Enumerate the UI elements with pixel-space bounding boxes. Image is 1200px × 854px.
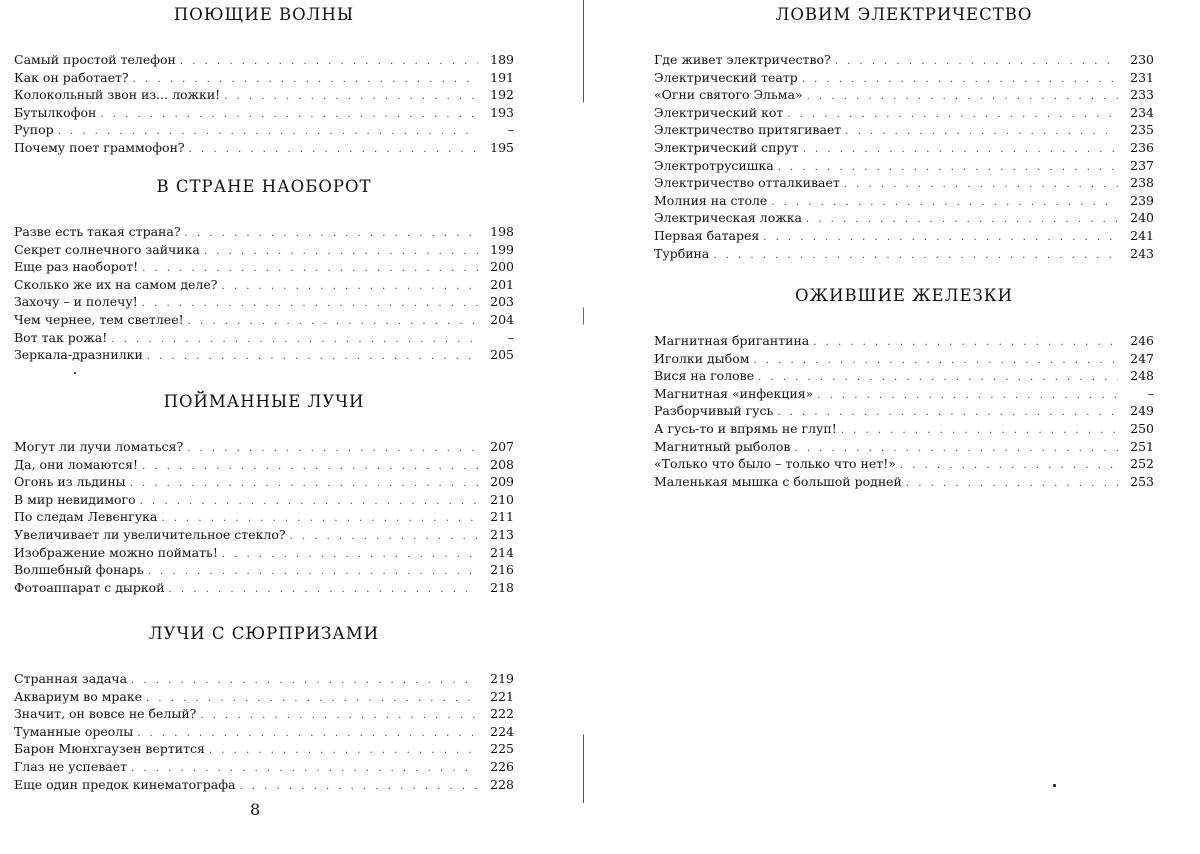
- dot-leader: [111, 331, 478, 349]
- toc-entry: [14, 776, 514, 794]
- entry-title: Увеличивает ли увеличительное стекло?: [14, 526, 286, 542]
- toc-entry: [654, 455, 1154, 473]
- toc-list: [654, 51, 1154, 262]
- dot-leader: [221, 278, 478, 296]
- entry-page-number: 251: [1130, 438, 1154, 454]
- toc-entry: [14, 544, 514, 562]
- dot-leader: [130, 475, 478, 493]
- toc-section: [14, 177, 514, 364]
- entry-title: Рупор: [14, 122, 54, 138]
- toc-entry: [654, 86, 1154, 104]
- dot-leader: [763, 229, 1118, 247]
- dot-leader: [187, 440, 478, 458]
- dot-leader: [290, 528, 478, 546]
- entry-page-number: –: [507, 122, 514, 138]
- toc-section: [14, 624, 514, 793]
- section-title: В СТРАНЕ НАОБОРОТ: [156, 177, 372, 196]
- print-speck: [74, 372, 76, 374]
- toc-entry: [654, 350, 1154, 368]
- entry-page-number: 235: [1130, 122, 1154, 138]
- entry-title: «Только что было – только что нет!»: [654, 456, 896, 472]
- entry-title: Фотоаппарат с дыркой: [14, 579, 165, 595]
- entry-page-number: 200: [490, 259, 514, 275]
- dot-leader: [140, 493, 478, 511]
- entry-page-number: 208: [490, 456, 514, 472]
- entry-page-number: 246: [1130, 333, 1154, 348]
- entry-page-number: 221: [490, 688, 514, 704]
- entry-page-number: 253: [1130, 473, 1154, 489]
- toc-entry: [654, 332, 1154, 350]
- toc-entry: [654, 438, 1154, 456]
- section-title: ЛУЧИ С СЮРПРИЗАМИ: [148, 624, 380, 643]
- toc-entry: [654, 402, 1154, 420]
- toc-entry: [654, 367, 1154, 385]
- entry-page-number: 191: [490, 69, 514, 85]
- entry-page-number: 195: [490, 139, 514, 155]
- dot-leader: [835, 53, 1118, 71]
- dot-leader: [845, 123, 1118, 141]
- dot-leader: [142, 458, 478, 476]
- toc-entry: [14, 346, 514, 364]
- toc-entry: [654, 104, 1154, 122]
- dot-leader: [200, 707, 478, 725]
- section-title: ПОЮЩИЕ ВОЛНЫ: [173, 5, 355, 24]
- entry-title: Турбина: [654, 245, 710, 261]
- entry-title: Глаз не успевает: [14, 758, 128, 774]
- dot-leader: [204, 243, 478, 261]
- entry-page-number: 205: [490, 347, 514, 363]
- entry-page-number: 192: [490, 87, 514, 103]
- toc-entry: [14, 561, 514, 579]
- entry-page-number: 226: [490, 758, 514, 774]
- dot-leader: [224, 88, 478, 106]
- dot-leader: [900, 457, 1118, 475]
- dot-leader: [803, 141, 1118, 159]
- entry-title: Разборчивый гусь: [654, 403, 774, 419]
- toc-entry: [654, 227, 1154, 245]
- entry-title: Разве есть такая страна?: [14, 224, 181, 239]
- entry-title: Магнитная бригантина: [654, 333, 810, 348]
- entry-title: А гусь-то и впрямь не глуп!: [654, 420, 837, 436]
- dot-leader: [100, 106, 478, 124]
- entry-page-number: 231: [1130, 69, 1154, 85]
- section-title: ОЖИВШИЕ ЖЕЛЕЗКИ: [795, 286, 1013, 305]
- print-speck: [1053, 784, 1056, 787]
- entry-page-number: 234: [1130, 104, 1154, 120]
- left-page: [0, 0, 585, 854]
- entry-page-number: 249: [1130, 403, 1154, 419]
- dot-leader: [180, 53, 478, 71]
- toc-entry: [14, 740, 514, 758]
- dot-leader: [131, 672, 478, 690]
- toc-entry: [14, 104, 514, 122]
- entry-title: Электрический кот: [654, 104, 784, 120]
- dot-leader: [169, 581, 478, 599]
- toc-entry: [14, 223, 514, 241]
- entry-title: Где живет электричество?: [654, 52, 831, 67]
- entry-title: Самый простой телефон: [14, 52, 176, 67]
- toc-entry: [654, 51, 1154, 69]
- entry-title: Электрический спрут: [654, 139, 799, 155]
- entry-page-number: –: [507, 329, 514, 345]
- entry-title: Аквариум во мраке: [14, 688, 143, 704]
- toc-entry: [14, 121, 514, 139]
- entry-title: Секрет солнечного зайчика: [14, 241, 200, 257]
- entry-title: Барон Мюнхгаузен вертится: [14, 741, 205, 757]
- entry-title: Да, они ломаются!: [14, 456, 139, 472]
- toc-entry: [14, 139, 514, 157]
- toc-list: [654, 332, 1154, 490]
- toc-entry: [14, 526, 514, 544]
- dot-leader: [147, 348, 478, 366]
- dot-leader: [148, 563, 478, 581]
- toc-section: [654, 286, 1154, 490]
- dot-leader: [185, 225, 478, 243]
- dot-leader: [807, 88, 1118, 106]
- toc-section: [654, 5, 1154, 262]
- toc-entry: [14, 723, 514, 741]
- entry-page-number: 233: [1130, 87, 1154, 103]
- entry-title: Чем чернее, тем светлее!: [14, 311, 184, 327]
- toc-entry: [14, 51, 514, 69]
- entry-page-number: 219: [490, 671, 514, 686]
- entry-page-number: 230: [1130, 52, 1154, 67]
- entry-page-number: 236: [1130, 139, 1154, 155]
- entry-title: Почему поет граммофон?: [14, 139, 185, 155]
- toc-entry: [14, 579, 514, 597]
- entry-page-number: 201: [490, 276, 514, 292]
- toc-entry: [654, 69, 1154, 87]
- dot-leader: [844, 176, 1118, 194]
- dot-leader: [753, 352, 1118, 370]
- entry-title: Странная задача: [14, 671, 128, 686]
- entry-title: Значит, он вовсе не белый?: [14, 706, 197, 722]
- entry-page-number: 203: [490, 294, 514, 310]
- entry-page-number: –: [1147, 385, 1154, 401]
- entry-page-number: 222: [490, 706, 514, 722]
- toc-entry: [14, 241, 514, 259]
- entry-page-number: 189: [490, 52, 514, 67]
- toc-entry: [14, 438, 514, 456]
- entry-title: Иголки дыбом: [654, 350, 750, 366]
- toc-entry: [14, 258, 514, 276]
- toc-entry: [14, 329, 514, 347]
- toc-entry: [14, 688, 514, 706]
- entry-page-number: 210: [490, 491, 514, 507]
- entry-page-number: 240: [1130, 210, 1154, 226]
- entry-page-number: 213: [490, 526, 514, 542]
- entry-page-number: 218: [490, 579, 514, 595]
- toc-list: [14, 438, 514, 596]
- entry-page-number: 248: [1130, 368, 1154, 384]
- entry-title: Зеркала-дразнилки: [14, 347, 143, 363]
- entry-title: Магнитная «инфекция»: [654, 385, 814, 401]
- section-title: ПОЙМАННЫЕ ЛУЧИ: [163, 392, 365, 411]
- dot-leader: [806, 211, 1118, 229]
- dot-leader: [209, 742, 478, 760]
- dot-leader: [222, 546, 478, 564]
- entry-title: Захочу – и полечу!: [14, 294, 138, 310]
- dot-leader: [817, 387, 1118, 405]
- toc-list: [14, 51, 514, 157]
- entry-title: Электрический театр: [654, 69, 798, 85]
- entry-title: Маленькая мышка с большой родней: [654, 473, 902, 489]
- toc-entry: [14, 705, 514, 723]
- toc-entry: [654, 192, 1154, 210]
- entry-title: Изображение можно поймать!: [14, 544, 218, 560]
- dot-leader: [841, 422, 1118, 440]
- toc-entry: [14, 758, 514, 776]
- entry-page-number: 241: [1130, 227, 1154, 243]
- toc-entry: [14, 670, 514, 688]
- entry-page-number: 250: [1130, 420, 1154, 436]
- right-page: [585, 0, 1200, 854]
- entry-title: Бутылкофон: [14, 104, 97, 120]
- entry-title: Молния на столе: [654, 192, 768, 208]
- entry-page-number: 199: [490, 241, 514, 257]
- entry-page-number: 228: [490, 776, 514, 792]
- toc-entry: [14, 276, 514, 294]
- entry-page-number: 243: [1130, 245, 1154, 261]
- entry-page-number: 224: [490, 723, 514, 739]
- toc-entry: [14, 293, 514, 311]
- entry-title: По следам Левенгука: [14, 509, 158, 525]
- entry-title: В мир невидимого: [14, 491, 136, 507]
- entry-title: Еще один предок кинематографа: [14, 776, 236, 792]
- dot-leader: [188, 313, 478, 331]
- entry-page-number: 209: [490, 474, 514, 490]
- entry-title: Как он работает?: [14, 69, 129, 85]
- toc-entry: [14, 69, 514, 87]
- page-number: 8: [250, 800, 261, 819]
- entry-page-number: 207: [490, 439, 514, 454]
- entry-page-number: 238: [1130, 175, 1154, 191]
- entry-title: Огонь из льдины: [14, 474, 126, 490]
- entry-page-number: 252: [1130, 456, 1154, 472]
- dot-leader: [771, 194, 1118, 212]
- entry-title: Магнитный рыболов: [654, 438, 791, 454]
- entry-page-number: 214: [490, 544, 514, 560]
- entry-title: Еще раз наоборот!: [14, 259, 139, 275]
- entry-page-number: 216: [490, 562, 514, 578]
- entry-page-number: 204: [490, 311, 514, 327]
- entry-title: «Огни святого Эльма»: [654, 87, 803, 103]
- toc-entry: [654, 420, 1154, 438]
- dot-leader: [802, 71, 1118, 89]
- toc-entry: [654, 174, 1154, 192]
- entry-page-number: 239: [1130, 192, 1154, 208]
- toc-entry: [14, 311, 514, 329]
- toc-entry: [654, 157, 1154, 175]
- toc-section: [14, 392, 514, 596]
- entry-title: Электротрусишка: [654, 157, 774, 173]
- entry-title: Сколько же их на самом деле?: [14, 276, 218, 292]
- entry-title: Вот так рожа!: [14, 329, 108, 345]
- toc-entry: [654, 245, 1154, 263]
- entry-title: Туманные ореолы: [14, 723, 134, 739]
- entry-title: Электрическая ложка: [654, 210, 802, 226]
- dot-leader: [713, 247, 1118, 265]
- toc-list: [14, 223, 514, 364]
- toc-entry: [654, 473, 1154, 491]
- toc-entry: [14, 508, 514, 526]
- entry-page-number: 211: [490, 509, 514, 525]
- toc-entry: [654, 209, 1154, 227]
- entry-title: Колокольный звон из... ложки!: [14, 87, 221, 103]
- toc-entry: [14, 473, 514, 491]
- entry-page-number: 198: [490, 224, 514, 239]
- toc-section: [14, 5, 514, 157]
- entry-title: Волшебный фонарь: [14, 562, 144, 578]
- toc-entry: [654, 139, 1154, 157]
- entry-page-number: 237: [1130, 157, 1154, 173]
- dot-leader: [813, 334, 1118, 352]
- toc-entry: [14, 86, 514, 104]
- entry-title: Электричество притягивает: [654, 122, 842, 138]
- toc-entry: [14, 456, 514, 474]
- dot-leader: [906, 475, 1118, 493]
- toc-entry: [14, 491, 514, 509]
- dot-leader: [142, 295, 478, 313]
- entry-page-number: 193: [490, 104, 514, 120]
- entry-title: Первая батарея: [654, 227, 760, 243]
- entry-page-number: 225: [490, 741, 514, 757]
- entry-title: Электричество отталкивает: [654, 175, 840, 191]
- toc-entry: [654, 121, 1154, 139]
- dot-leader: [189, 141, 478, 159]
- toc-list: [14, 670, 514, 793]
- entry-title: Вися на голове: [654, 368, 755, 384]
- toc-entry: [654, 385, 1154, 403]
- entry-page-number: 247: [1130, 350, 1154, 366]
- dot-leader: [239, 778, 478, 796]
- section-title: ЛОВИМ ЭЛЕКТРИЧЕСТВО: [775, 5, 1033, 24]
- page-gutter: [583, 0, 584, 854]
- entry-title: Могут ли лучи ломаться?: [14, 439, 184, 454]
